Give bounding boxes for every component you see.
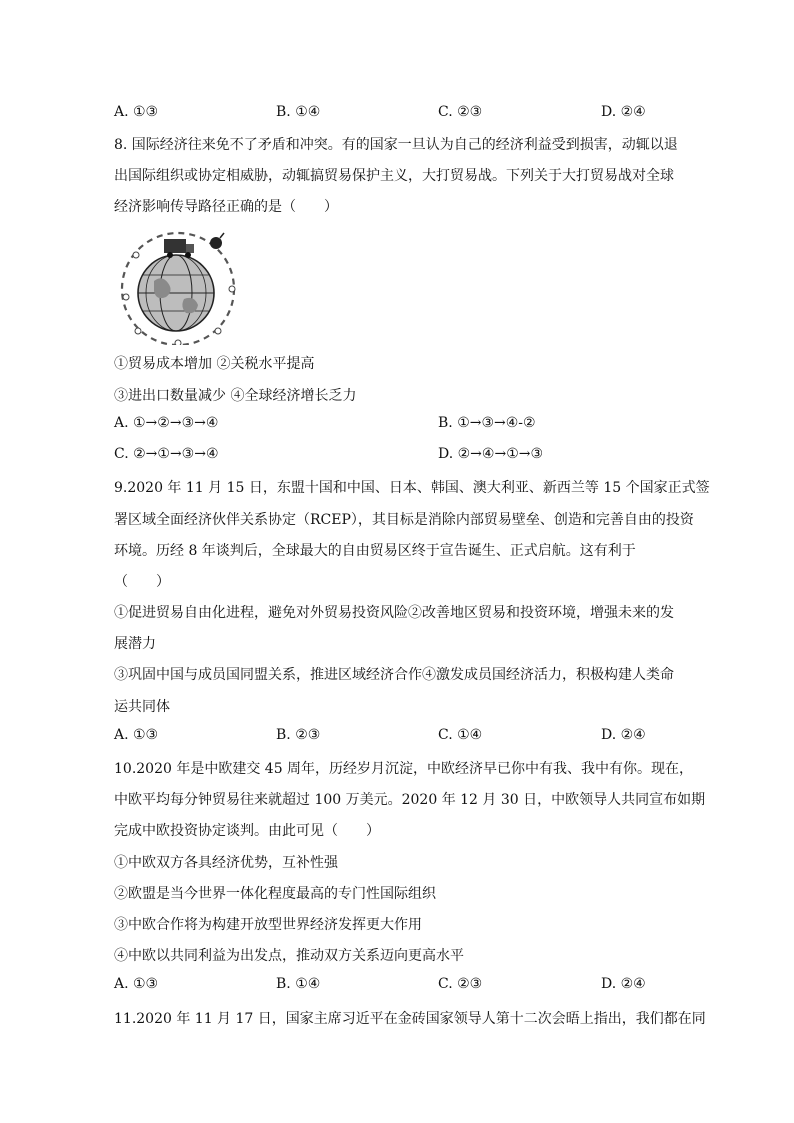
globe-trade-war-illustration xyxy=(114,227,242,345)
q9-option-d[interactable]: D. ②④ xyxy=(601,727,646,743)
q10-items-line-4: ④中欧以共同利益为出发点，推动双方关系迈向更高水平 xyxy=(114,948,464,964)
q10-stem-line-2: 中欧平均每分钟贸易往来就超过 100 万美元。2020 年 12 月 30 日，中欧领导人共同宣布如期 xyxy=(114,792,706,808)
q8-option-c[interactable]: C. ②→①→③→④ xyxy=(114,446,219,462)
q10-option-b[interactable]: B. ①④ xyxy=(276,976,321,992)
q8-option-d[interactable]: D. ②→④→①→③ xyxy=(438,446,544,462)
q8-option-a[interactable]: A. ①→②→③→④ xyxy=(114,415,219,431)
q9-items-line-2: 展潜力 xyxy=(114,636,156,652)
q8-stem-line-3: 经济影响传导路径正确的是（ ） xyxy=(114,199,338,215)
q8-items-line-2: ③进出口数量减少 ④全球经济增长乏力 xyxy=(114,388,357,404)
q10-option-d[interactable]: D. ②④ xyxy=(601,976,646,992)
q7-option-d[interactable]: D. ②④ xyxy=(601,104,646,120)
q10-option-c[interactable]: C. ②③ xyxy=(438,976,483,992)
q9-option-b[interactable]: B. ②③ xyxy=(276,727,321,743)
q10-items-line-2: ②欧盟是当今世界一体化程度最高的专门性国际组织 xyxy=(114,886,436,902)
q8-stem-line-2: 出国际组织或协定相威胁，动辄搞贸易保护主义，大打贸易战。下列关于大打贸易战对全球 xyxy=(114,168,674,184)
q8-option-b[interactable]: B. ①→③→④-② xyxy=(438,415,536,431)
q10-items-line-3: ③中欧合作将为构建开放型世界经济发挥更大作用 xyxy=(114,917,422,933)
q8-items-line-1: ①贸易成本增加 ②关税水平提高 xyxy=(114,356,315,372)
q9-option-a[interactable]: A. ①③ xyxy=(114,727,159,743)
q10-stem-line-3: 完成中欧投资协定谈判。由此可见（ ） xyxy=(114,823,380,839)
q9-stem-line-1: 9.2020 年 11 月 15 日，东盟十国和中国、日本、韩国、澳大利亚、新西兰等 15 个国家正式签 xyxy=(114,480,710,496)
q9-items-line-4: 运共同体 xyxy=(114,699,170,715)
q7-option-c[interactable]: C. ②③ xyxy=(438,104,483,120)
q8-stem-line-1: 8. 国际经济往来免不了矛盾和冲突。有的国家一旦认为自己的经济利益受到损害，动辄以退 xyxy=(114,137,678,153)
q7-option-a[interactable]: A. ①③ xyxy=(114,104,159,120)
q9-stem-line-4: （ ） xyxy=(114,574,170,590)
q9-items-line-1: ①促进贸易自由化进程，避免对外贸易投资风险②改善地区贸易和投资环境，增强未来的发 xyxy=(114,605,674,621)
q7-option-b[interactable]: B. ①④ xyxy=(276,104,321,120)
q9-stem-line-2: 署区域全面经济伙伴关系协定（RCEP），其目标是消除内部贸易壁垒、创造和完善自由的投资 xyxy=(114,512,694,528)
q11-stem-line-1: 11.2020 年 11 月 17 日，国家主席习近平在金砖国家领导人第十二次会晤上指出，我们都在同 xyxy=(114,1011,706,1027)
q10-option-a[interactable]: A. ①③ xyxy=(114,976,159,992)
q10-stem-line-1: 10.2020 年是中欧建交 45 周年，历经岁月沉淀，中欧经济早已你中有我、我中有你。现在， xyxy=(114,761,694,777)
q9-option-c[interactable]: C. ①④ xyxy=(438,727,483,743)
q9-items-line-3: ③巩固中国与成员国同盟关系，推进区域经济合作④激发成员国经济活力，积极构建人类命 xyxy=(114,667,674,683)
q9-stem-line-3: 环境。历经 8 年谈判后，全球最大的自由贸易区终于宣告诞生、正式启航。这有利于 xyxy=(114,543,636,559)
q10-items-line-1: ①中欧双方各具经济优势，互补性强 xyxy=(114,855,338,871)
